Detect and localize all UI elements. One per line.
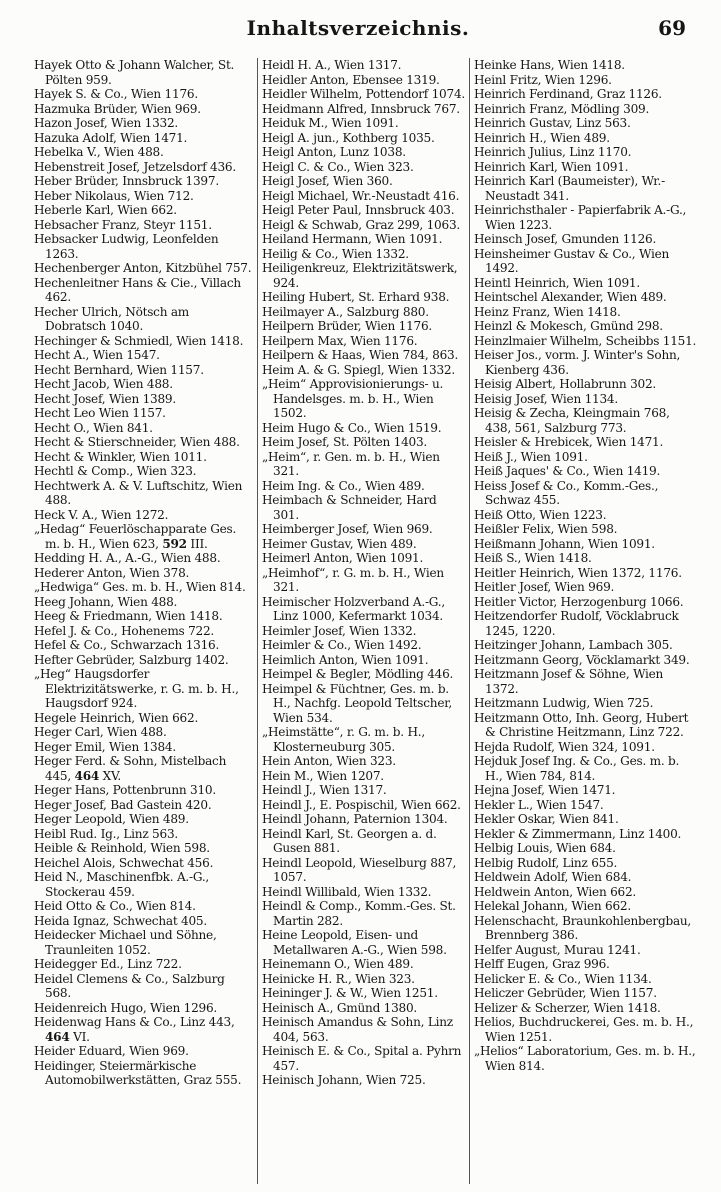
index-entry: Heinzlmaier Wilhelm, Scheibbs 1151. bbox=[474, 333, 697, 348]
index-entry: Heinrich Franz, Mödling 309. bbox=[474, 101, 650, 116]
index-entry: Heinsheimer Gustav & Co., Wien 1492. bbox=[474, 246, 670, 275]
index-entry: Heiser Jos., vorm. J. Winter's Sohn, Kienberg 436. bbox=[474, 348, 681, 377]
index-entry: Helbig Louis, Wien 684. bbox=[474, 841, 616, 855]
index-entry: Heimpel & Füchtner, Ges. m. b. H., Nachfg. Leopold Teltscher, Wien 534. bbox=[262, 681, 453, 725]
index-entry: Heindl Leopold, Wieselburg 887, 1057. bbox=[262, 855, 457, 884]
index-entry: Hefel & Co., Schwarzach 1316. bbox=[34, 638, 220, 652]
index-entry: Heintschel Alexander, Wien 489. bbox=[474, 290, 667, 304]
index-entry: Heinisch E. & Co., Spital a. Pyhrn 457. bbox=[262, 1044, 462, 1073]
index-entry: Helenschacht, Braunkohlenbergbau, Brennberg 386. bbox=[474, 913, 692, 942]
index-entry: Heitler Victor, Herzogenburg 1066. bbox=[474, 594, 684, 609]
index-entry: Heilmayer A., Salzburg 880. bbox=[262, 304, 429, 319]
index-entry: Heitzinger Johann, Lambach 305. bbox=[474, 638, 673, 652]
index-entry: Heiling Hubert, St. Erhard 938. bbox=[262, 290, 450, 304]
index-entry: Hecht Bernhard, Wien 1157. bbox=[34, 362, 204, 377]
index-entry: Heible & Reinhold, Wien 598. bbox=[34, 841, 210, 855]
index-columns bbox=[34, 58, 702, 1184]
index-entry: Heinl Fritz, Wien 1296. bbox=[474, 72, 612, 87]
index-entry: Hayek S. & Co., Wien 1176. bbox=[34, 87, 198, 101]
index-entry: Hefel J. & Co., Hohenems 722. bbox=[34, 623, 215, 638]
index-entry: Heindl Johann, Paternion 1304. bbox=[262, 812, 448, 826]
index-entry: Helfer August, Murau 1241. bbox=[474, 942, 641, 957]
index-entry: Hebelka V., Wien 488. bbox=[34, 145, 164, 159]
index-entry: Heitler Josef, Wien 969. bbox=[474, 580, 615, 594]
index-entry: Heinicke H. R., Wien 323. bbox=[262, 971, 415, 986]
index-entry: Heinz Franz, Wien 1418. bbox=[474, 304, 621, 319]
index-entry: Hecht A., Wien 1547. bbox=[34, 348, 160, 362]
index-entry: Heldwein Anton, Wien 662. bbox=[474, 884, 637, 899]
index-entry: Heindl J., Wien 1317. bbox=[262, 783, 387, 797]
index-entry: Hechinger & Schmiedl, Wien 1418. bbox=[34, 333, 244, 348]
index-entry: Heilpern Brüder, Wien 1176. bbox=[262, 319, 432, 333]
index-entry: Heim Hugo & Co., Wien 1519. bbox=[262, 420, 442, 435]
index-entry: Heindl Willibald, Wien 1332. bbox=[262, 884, 432, 899]
index-entry: „Heg“ Haugsdorfer Elektrizitätswerke, r. G. m. b. H., Haugsdorf 924. bbox=[34, 667, 239, 710]
index-entry: Heinrich H., Wien 489. bbox=[474, 130, 610, 145]
index-entry: Helbig Rudolf, Linz 655. bbox=[474, 855, 618, 870]
index-entry: Heitzmann Josef & Söhne, Wien 1372. bbox=[474, 667, 664, 696]
index-entry: Heiß J., Wien 1091. bbox=[474, 449, 588, 464]
index-entry: Helicker E. & Co., Wien 1134. bbox=[474, 971, 652, 986]
index-entry: Hecht O., Wien 841. bbox=[34, 420, 153, 435]
index-entry: Heeg Johann, Wien 488. bbox=[34, 594, 178, 609]
index-entry: Heidel Clemens & Co., Salzburg 568. bbox=[34, 971, 225, 1000]
index-entry: Hecht Jacob, Wien 488. bbox=[34, 377, 173, 391]
index-entry: „Hedag“ Feuerlöschapparate Ges. m. b. H., Wien 623, 592 III. bbox=[34, 522, 237, 551]
index-entry: Hayek Otto & Johann Walcher, St. Pölten 959. bbox=[34, 58, 235, 87]
index-entry: Heldwein Adolf, Wien 684. bbox=[474, 870, 632, 884]
index-entry: Heidegger Ed., Linz 722. bbox=[34, 957, 182, 971]
index-column-1 bbox=[34, 58, 258, 1184]
index-entry: Heider Eduard, Wien 969. bbox=[34, 1044, 189, 1058]
index-entry: Heger Ferd. & Sohn, Mistelbach 445, 464 XV. bbox=[34, 754, 227, 783]
index-entry: Heiduk M., Wien 1091. bbox=[262, 116, 399, 130]
index-entry: Heisig & Zecha, Kleingmain 768, 438, 561, Salzburg 773. bbox=[474, 406, 670, 435]
index-entry: Hekler Oskar, Wien 841. bbox=[474, 812, 619, 826]
index-entry: Heisig Josef, Wien 1134. bbox=[474, 391, 618, 406]
index-entry: Heinrich Ferdinand, Graz 1126. bbox=[474, 87, 662, 101]
index-entry: Hekler & Zimmermann, Linz 1400. bbox=[474, 826, 682, 841]
index-entry: Heinrich Julius, Linz 1170. bbox=[474, 145, 632, 159]
index-entry: Heindl & Comp., Komm.-Ges. St. Martin 282. bbox=[262, 899, 456, 928]
index-entry: Heichel Alois, Schwechat 456. bbox=[34, 855, 214, 870]
index-column-3 bbox=[470, 58, 702, 1184]
index-entry: Heger Carl, Wien 488. bbox=[34, 725, 167, 739]
index-entry: Hebsacher Franz, Steyr 1151. bbox=[34, 217, 212, 232]
index-entry: Heigl A. jun., Kothberg 1035. bbox=[262, 130, 435, 145]
index-entry: Heißmann Johann, Wien 1091. bbox=[474, 536, 655, 551]
index-entry: Hebenstreit Josef, Jetzelsdorf 436. bbox=[34, 159, 236, 174]
index-entry: Heimler Josef, Wien 1332. bbox=[262, 623, 417, 638]
index-entry: Heininger J. & W., Wien 1251. bbox=[262, 986, 438, 1000]
index-entry: Heim A. & G. Spiegl, Wien 1332. bbox=[262, 362, 455, 377]
index-entry: Helizer & Scherzer, Wien 1418. bbox=[474, 1000, 661, 1015]
index-entry: Heid Otto & Co., Wien 814. bbox=[34, 899, 196, 913]
index-entry: Hechenleitner Hans & Cie., Villach 462. bbox=[34, 275, 241, 304]
index-entry: Heintl Heinrich, Wien 1091. bbox=[474, 275, 640, 290]
index-entry: Heinemann O., Wien 489. bbox=[262, 957, 414, 971]
index-entry: Heitzmann Georg, Vöcklamarkt 349. bbox=[474, 652, 690, 667]
index-entry: Heberle Karl, Wien 662. bbox=[34, 203, 177, 217]
index-entry: Helios, Buchdruckerei, Ges. m. b. H., Wien 1251. bbox=[474, 1015, 694, 1044]
index-entry: Heidler Anton, Ebensee 1319. bbox=[262, 72, 440, 87]
index-entry: Heidl H. A., Wien 1317. bbox=[262, 58, 402, 72]
index-entry: Heigl Josef, Wien 360. bbox=[262, 174, 393, 188]
index-entry: Hebsacker Ludwig, Leonfelden 1263. bbox=[34, 232, 219, 261]
index-entry: Heiß Jaques' & Co., Wien 1419. bbox=[474, 464, 661, 478]
index-entry: Hejda Rudolf, Wien 324, 1091. bbox=[474, 739, 655, 754]
index-entry: Heger Josef, Bad Gastein 420. bbox=[34, 797, 212, 812]
index-entry: „Heim“ Approvisionierungs- u. Handelsges. m. b. H., Wien 1502. bbox=[262, 377, 444, 420]
index-entry: Heimischer Holzverband A.-G., Linz 1000, Kefermarkt 1034. bbox=[262, 594, 445, 623]
index-entry: Heidecker Michael und Söhne, Traunleiten 1052. bbox=[34, 928, 217, 957]
index-entry: Hecht & Winkler, Wien 1011. bbox=[34, 449, 207, 464]
index-entry: Heinrich Gustav, Linz 563. bbox=[474, 116, 631, 130]
page-title: Inhaltsverzeichnis. bbox=[246, 16, 470, 40]
index-entry: Heitzendorfer Rudolf, Vöcklabruck 1245, 1220. bbox=[474, 609, 679, 638]
index-entry: Helekal Johann, Wien 662. bbox=[474, 899, 631, 913]
index-entry: Heck V. A., Wien 1272. bbox=[34, 507, 169, 522]
index-entry: Hecht Josef, Wien 1389. bbox=[34, 391, 176, 406]
index-entry: Heidler Wilhelm, Pottendorf 1074. bbox=[262, 87, 465, 101]
index-entry: Heigl C. & Co., Wien 323. bbox=[262, 159, 414, 174]
index-entry: Heindl Karl, St. Georgen a. d. Gusen 881. bbox=[262, 826, 437, 855]
index-entry: Heim Josef, St. Pölten 1403. bbox=[262, 435, 428, 449]
index-entry: Heiligenkreuz, Elektrizitätswerk, 924. bbox=[262, 261, 458, 290]
index-entry: Hedding H. A., A.-G., Wien 488. bbox=[34, 551, 221, 565]
index-entry: Heimlich Anton, Wien 1091. bbox=[262, 652, 429, 667]
index-entry: Heilpern & Haas, Wien 784, 863. bbox=[262, 348, 459, 362]
index-column-2 bbox=[258, 58, 470, 1184]
index-entry: Hechtl & Comp., Wien 323. bbox=[34, 464, 197, 478]
index-entry: Heger Emil, Wien 1384. bbox=[34, 739, 176, 754]
index-entry: Hazuka Adolf, Wien 1471. bbox=[34, 130, 188, 145]
index-entry: Heid N., Maschinenfbk. A.-G., Stockerau 459. bbox=[34, 870, 210, 899]
index-entry: Heimberger Josef, Wien 969. bbox=[262, 522, 433, 536]
index-entry: Heber Brüder, Innsbruck 1397. bbox=[34, 174, 219, 188]
index-entry: Heiland Hermann, Wien 1091. bbox=[262, 232, 443, 246]
index-entry: Heinisch Johann, Wien 725. bbox=[262, 1073, 426, 1087]
index-entry: Heidenreich Hugo, Wien 1296. bbox=[34, 1000, 218, 1015]
index-entry: Heilpern Max, Wien 1176. bbox=[262, 333, 418, 348]
index-entry: Heinisch Amandus & Sohn, Linz 404, 563. bbox=[262, 1015, 453, 1044]
index-entry: Heimerl Anton, Wien 1091. bbox=[262, 551, 424, 565]
index-entry: Heidenwag Hans & Co., Linz 443, 464 VI. bbox=[34, 1015, 235, 1044]
index-entry: „Hedwiga“ Ges. m. b. H., Wien 814. bbox=[34, 580, 246, 594]
index-entry: Hefter Gebrüder, Salzburg 1402. bbox=[34, 652, 229, 667]
index-entry: Heiß S., Wien 1418. bbox=[474, 551, 592, 565]
index-entry: Hejduk Josef Ing. & Co., Ges. m. b. H., Wien 784, 814. bbox=[474, 754, 680, 783]
index-entry: Heinrichsthaler - Papierfabrik A.-G., Wien 1223. bbox=[474, 203, 687, 232]
index-entry: Heber Nikolaus, Wien 712. bbox=[34, 188, 194, 203]
index-entry: Heidmann Alfred, Innsbruck 767. bbox=[262, 101, 460, 116]
index-entry: Heinrich Karl, Wien 1091. bbox=[474, 159, 629, 174]
index-entry: Hechenberger Anton, Kitzbühel 757. bbox=[34, 261, 252, 275]
index-entry: Heiß Otto, Wien 1223. bbox=[474, 507, 607, 522]
index-entry: Heeg & Friedmann, Wien 1418. bbox=[34, 609, 223, 623]
index-entry: Heinsch Josef, Gmunden 1126. bbox=[474, 232, 657, 246]
index-entry: Heinzl & Mokesch, Gmünd 298. bbox=[474, 319, 663, 333]
index-entry: Heisler & Hrebicek, Wien 1471. bbox=[474, 435, 664, 449]
index-entry: Heinisch A., Gmünd 1380. bbox=[262, 1000, 418, 1015]
index-entry: Heger Hans, Pottenbrunn 310. bbox=[34, 783, 216, 797]
index-entry: Heitzmann Ludwig, Wien 725. bbox=[474, 696, 654, 710]
index-entry: Heger Leopold, Wien 489. bbox=[34, 812, 189, 826]
index-entry: Heimpel & Begler, Mödling 446. bbox=[262, 667, 454, 681]
index-entry: „Heimstätte“, r. G. m. b. H., Klosterneuburg 305. bbox=[262, 725, 425, 754]
index-entry: „Heim“, r. Gen. m. b. H., Wien 321. bbox=[262, 449, 440, 478]
index-entry: Helff Eugen, Graz 996. bbox=[474, 957, 610, 971]
page-header bbox=[30, 16, 686, 46]
index-entry: Heim Ing. & Co., Wien 489. bbox=[262, 478, 425, 493]
index-entry: Heigl Anton, Lunz 1038. bbox=[262, 145, 406, 159]
index-entry: „Heimhof“, r. G. m. b. H., Wien 321. bbox=[262, 565, 444, 594]
index-entry: Hein M., Wien 1207. bbox=[262, 768, 384, 783]
index-entry: Heitler Heinrich, Wien 1372, 1176. bbox=[474, 565, 682, 580]
index-entry: Hazon Josef, Wien 1332. bbox=[34, 116, 179, 130]
index-entry: Heilig & Co., Wien 1332. bbox=[262, 246, 409, 261]
index-entry: Heidinger, Steiermärkische Automobilwerkstätten, Graz 555. bbox=[34, 1058, 242, 1087]
index-entry: Heigl Michael, Wr.-Neustadt 416. bbox=[262, 188, 460, 203]
index-entry: Heimler & Co., Wien 1492. bbox=[262, 638, 422, 652]
index-entry: Hejna Josef, Wien 1471. bbox=[474, 783, 616, 797]
index-entry: Heinrich Karl (Baumeister), Wr.-Neustadt 341. bbox=[474, 174, 665, 203]
index-entry: „Helios“ Laboratorium, Ges. m. b. H., Wien 814. bbox=[474, 1044, 696, 1073]
index-entry: Heindl J., E. Pospischil, Wien 662. bbox=[262, 797, 461, 812]
index-entry: Heine Leopold, Eisen- und Metallwaren A.-G., Wien 598. bbox=[262, 928, 447, 957]
index-entry: Hekler L., Wien 1547. bbox=[474, 797, 604, 812]
index-entry: Hechtwerk A. & V. Luftschitz, Wien 488. bbox=[34, 478, 243, 507]
index-entry: Heiss Josef & Co., Komm.-Ges., Schwaz 455. bbox=[474, 478, 659, 507]
index-entry: Hederer Anton, Wien 378. bbox=[34, 565, 190, 580]
index-entry: Heißler Felix, Wien 598. bbox=[474, 522, 618, 536]
index-entry: Heinke Hans, Wien 1418. bbox=[474, 58, 625, 72]
index-entry: Heibl Rud. Ig., Linz 563. bbox=[34, 826, 178, 841]
index-entry: Hecht & Stierschneider, Wien 488. bbox=[34, 435, 240, 449]
index-entry: Hecher Ulrich, Nötsch am Dobratsch 1040. bbox=[34, 304, 190, 333]
index-entry: Hecht Leo Wien 1157. bbox=[34, 406, 166, 420]
index-entry: Heimbach & Schneider, Hard 301. bbox=[262, 493, 437, 522]
index-entry: Heliczer Gebrüder, Wien 1157. bbox=[474, 986, 657, 1000]
index-entry: Heisig Albert, Hollabrunn 302. bbox=[474, 377, 656, 391]
index-entry: Heigl & Schwab, Graz 299, 1063. bbox=[262, 217, 460, 232]
index-entry: Hazmuka Brüder, Wien 969. bbox=[34, 101, 201, 116]
index-entry: Heitzmann Otto, Inh. Georg, Hubert & Christine Heitzmann, Linz 722. bbox=[474, 710, 689, 739]
index-entry: Heida Ignaz, Schwechat 405. bbox=[34, 913, 207, 928]
index-entry: Heigl Peter Paul, Innsbruck 403. bbox=[262, 203, 455, 217]
index-entry: Hein Anton, Wien 323. bbox=[262, 754, 396, 768]
index-entry: Heimer Gustav, Wien 489. bbox=[262, 536, 417, 551]
index-entry: Hegele Heinrich, Wien 662. bbox=[34, 710, 199, 725]
page-number: 69 bbox=[658, 16, 686, 40]
